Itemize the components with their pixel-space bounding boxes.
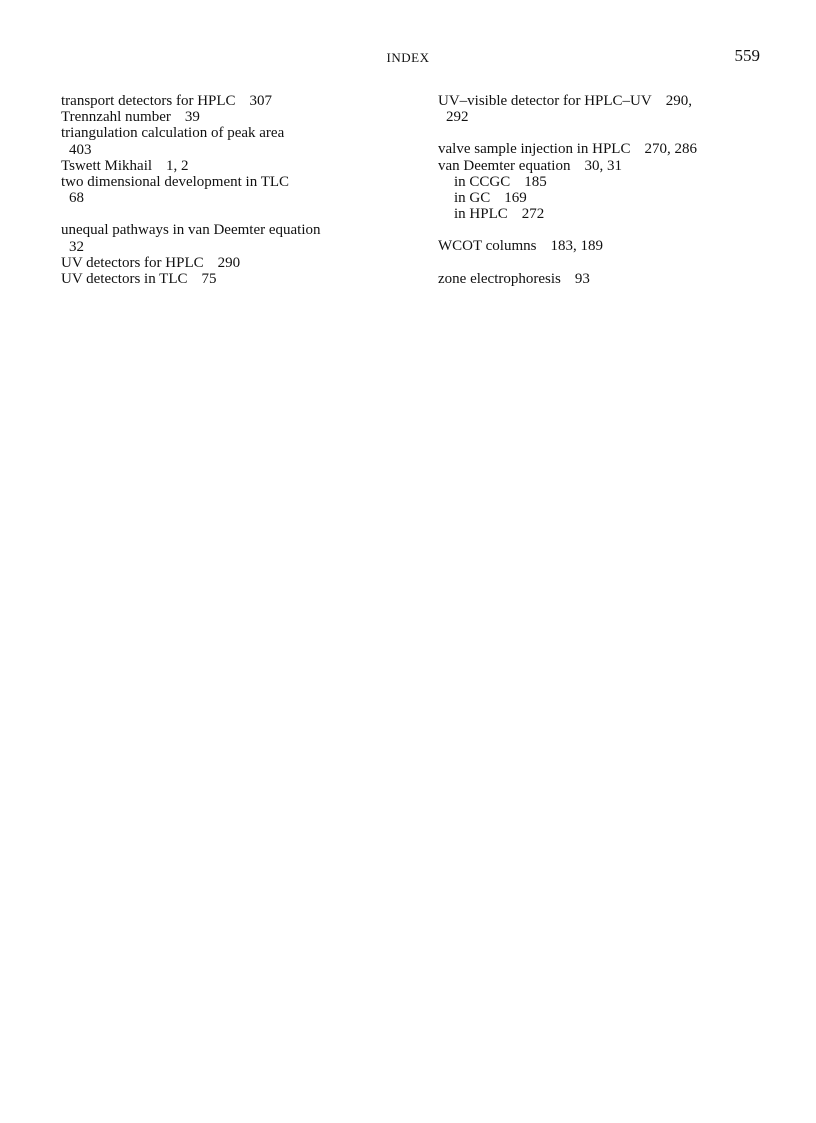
index-entry bbox=[61, 125, 401, 141]
index-entry bbox=[61, 109, 401, 125]
page-number: 559 bbox=[734, 46, 760, 65]
index-pages: 272 bbox=[521, 206, 545, 223]
index-pages: 185 bbox=[524, 173, 547, 190]
index-pages: 93 bbox=[574, 270, 590, 287]
index-pages: 290 bbox=[217, 254, 241, 271]
index-column-left bbox=[61, 93, 401, 287]
index-pages: 290, bbox=[665, 93, 692, 109]
index-pages: 30, 31 bbox=[584, 157, 622, 174]
index-term: UV detectors in TLC bbox=[61, 271, 188, 288]
letter-group-gap bbox=[438, 255, 768, 271]
index-pages: 39 bbox=[184, 109, 200, 126]
index-pages-continuation: 403 bbox=[69, 141, 92, 158]
index-entry bbox=[61, 222, 401, 238]
index-subentry bbox=[438, 174, 768, 190]
index-subentry bbox=[438, 190, 768, 206]
index-entry bbox=[438, 238, 768, 254]
letter-group-gap bbox=[61, 206, 401, 222]
index-term: van Deemter equation bbox=[438, 157, 571, 174]
letter-group-gap bbox=[438, 125, 768, 141]
index-entry bbox=[61, 174, 401, 190]
index-pages: 183, 189 bbox=[550, 238, 603, 255]
index-term: Trennzahl number bbox=[61, 109, 171, 126]
index-entry bbox=[438, 271, 768, 287]
page-header-title: INDEX bbox=[386, 50, 430, 65]
index-pages: 75 bbox=[201, 271, 217, 288]
index-subterm: in GC bbox=[454, 190, 491, 207]
index-pages: 270, 286 bbox=[644, 141, 697, 158]
index-pages-continuation: 32 bbox=[69, 238, 84, 255]
index-entry bbox=[61, 93, 401, 109]
index-entry bbox=[438, 93, 768, 109]
index-pages-continuation: 68 bbox=[69, 190, 84, 207]
index-column-right bbox=[438, 93, 768, 287]
index-term: WCOT columns bbox=[438, 238, 537, 255]
index-entry bbox=[438, 141, 768, 157]
index-term: UV detectors for HPLC bbox=[61, 254, 204, 271]
index-entry bbox=[61, 255, 401, 271]
index-term: Tswett Mikhail bbox=[61, 157, 153, 174]
index-term: valve sample injection in HPLC bbox=[438, 141, 631, 158]
index-entry bbox=[61, 271, 401, 287]
index-pages-continuation: 292 bbox=[446, 109, 469, 126]
index-subterm: in HPLC bbox=[454, 206, 508, 223]
index-pages: 1, 2 bbox=[166, 157, 189, 174]
index-entry bbox=[438, 158, 768, 174]
index-term: unequal pathways in van Deemter equation bbox=[61, 222, 321, 239]
index-term: transport detectors for HPLC bbox=[61, 93, 236, 109]
index-subterm: in CCGC bbox=[454, 173, 511, 190]
index-term: zone electrophoresis bbox=[438, 270, 561, 287]
letter-group-gap bbox=[438, 222, 768, 238]
index-term: two dimensional development in TLC bbox=[61, 174, 290, 191]
index-pages: 307 bbox=[249, 93, 273, 109]
index-subentry bbox=[438, 206, 768, 222]
index-pages: 169 bbox=[504, 190, 527, 207]
index-entry bbox=[61, 158, 401, 174]
index-term: UV–visible detector for HPLC–UV bbox=[438, 93, 652, 109]
index-term: triangulation calculation of peak area bbox=[61, 125, 285, 142]
